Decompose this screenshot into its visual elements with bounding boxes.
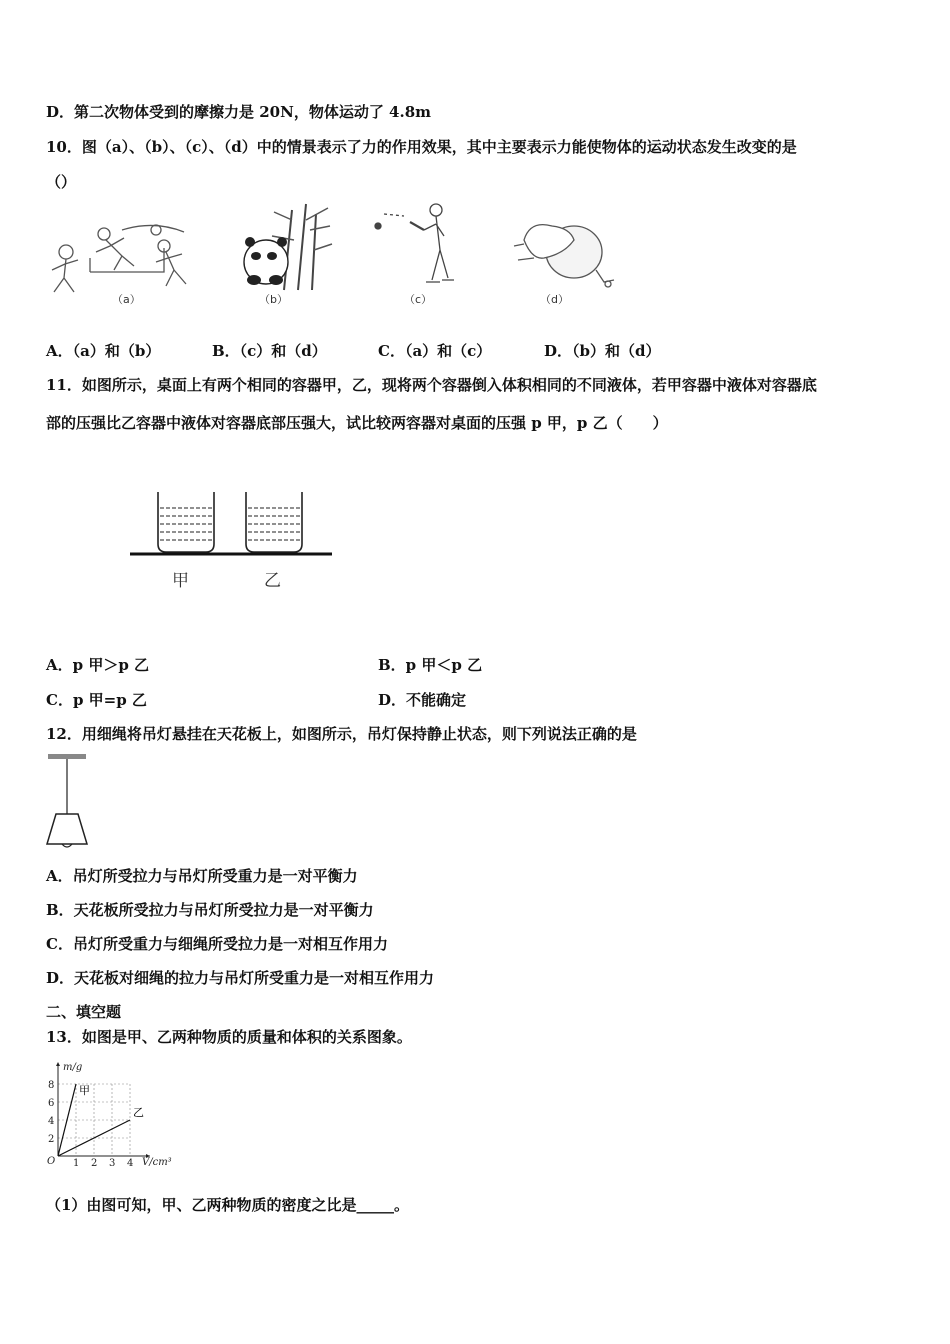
container-jia: [158, 492, 214, 552]
y-tick-label: 4: [48, 1116, 55, 1127]
q12-option-d: D．天花板对细绳的拉力与吊灯所受重力是一对相互作用力: [46, 969, 435, 987]
y-axis-label: m/g: [63, 1062, 83, 1073]
y-tick-label: 6: [48, 1098, 55, 1109]
q10-option-c: C．（a）和（c）: [378, 342, 492, 360]
q10-stem-line2: （）: [46, 173, 77, 191]
series-line-jia: [58, 1084, 76, 1156]
ceiling: [48, 754, 86, 759]
figure-d-hand-ball: [514, 225, 614, 287]
q10-caption-c: （c）: [404, 293, 433, 306]
figure-a-kids-ball: [52, 225, 186, 292]
q9-option-d: D．第二次物体受到的摩擦力是 20N，物体运动了 4.8m: [46, 103, 432, 121]
y-tick-label: 8: [48, 1080, 55, 1091]
label-yi: 乙: [264, 571, 281, 591]
q12-option-b: B．天花板所受拉力与吊灯所受拉力是一对平衡力: [46, 901, 374, 919]
q10-caption-b: （b）: [259, 293, 288, 306]
q12-lamp-figure: [42, 752, 102, 856]
series-label: 甲: [79, 1084, 90, 1097]
q13-stem: 13．如图是甲、乙两种物质的质量和体积的关系图象。: [46, 1028, 412, 1046]
section-title: 二、填空题: [46, 1003, 122, 1021]
q10-caption-a: （a）: [112, 293, 141, 306]
q10-option-b: B．（c）和（d）: [212, 342, 327, 360]
q13-sub1: （1）由图可知，甲、乙两种物质的密度之比是_____。: [46, 1196, 409, 1214]
figure-c-batter: [375, 204, 454, 282]
q11-option-a: A．p 甲＞p 乙: [46, 656, 150, 674]
q10-option-a: A．（a）和（b）: [46, 342, 161, 360]
figure-b-panda-bamboo: [244, 204, 332, 290]
q11-option-d: D．不能确定: [378, 691, 467, 709]
q10-stem-line1: 10．图（a）、（b）、（c）、（d）中的情景表示了力的作用效果，其中主要表示力能使物体的运动状态发生改变的是: [46, 138, 797, 156]
q11-stem-line1: 11．如图所示，桌面上有两个相同的容器甲，乙，现将两个容器倒入体积相同的不同液体，若甲容器中液体对容器底: [46, 376, 817, 394]
q10-figures: [44, 200, 624, 310]
q11-option-b: B．p 甲＜p 乙: [378, 656, 483, 674]
q11-containers-figure: [128, 488, 338, 598]
x-tick-label: 3: [109, 1158, 116, 1169]
lamp-icon: [47, 814, 87, 847]
x-tick-label: 4: [127, 1158, 134, 1169]
y-tick-label: 2: [48, 1134, 55, 1145]
origin-label: O: [47, 1156, 56, 1167]
y-axis-arrow: [56, 1062, 60, 1066]
q12-option-a: A．吊灯所受拉力与吊灯所受重力是一对平衡力: [46, 867, 358, 885]
x-axis-label: V/cm³: [142, 1157, 172, 1168]
q10-caption-d: （d）: [540, 293, 569, 306]
q13-chart: [42, 1058, 182, 1170]
label-jia: 甲: [172, 571, 189, 591]
q12-option-c: C．吊灯所受重力与细绳所受拉力是一对相互作用力: [46, 935, 388, 953]
container-yi: [246, 492, 302, 552]
q11-option-c: C．p 甲=p 乙: [46, 691, 147, 709]
series-label: 乙: [133, 1106, 144, 1119]
q11-stem-line2: 部的压强比乙容器中液体对容器底部压强大，试比较两容器对桌面的压强 p 甲，p 乙（ ）: [46, 414, 668, 432]
q12-stem: 12．用细绳将吊灯悬挂在天花板上，如图所示，吊灯保持静止状态，则下列说法正确的是: [46, 725, 637, 743]
chart-grid: [58, 1084, 130, 1156]
q10-option-d: D．（b）和（d）: [544, 342, 661, 360]
x-tick-label: 1: [73, 1158, 80, 1169]
x-tick-label: 2: [91, 1158, 98, 1169]
